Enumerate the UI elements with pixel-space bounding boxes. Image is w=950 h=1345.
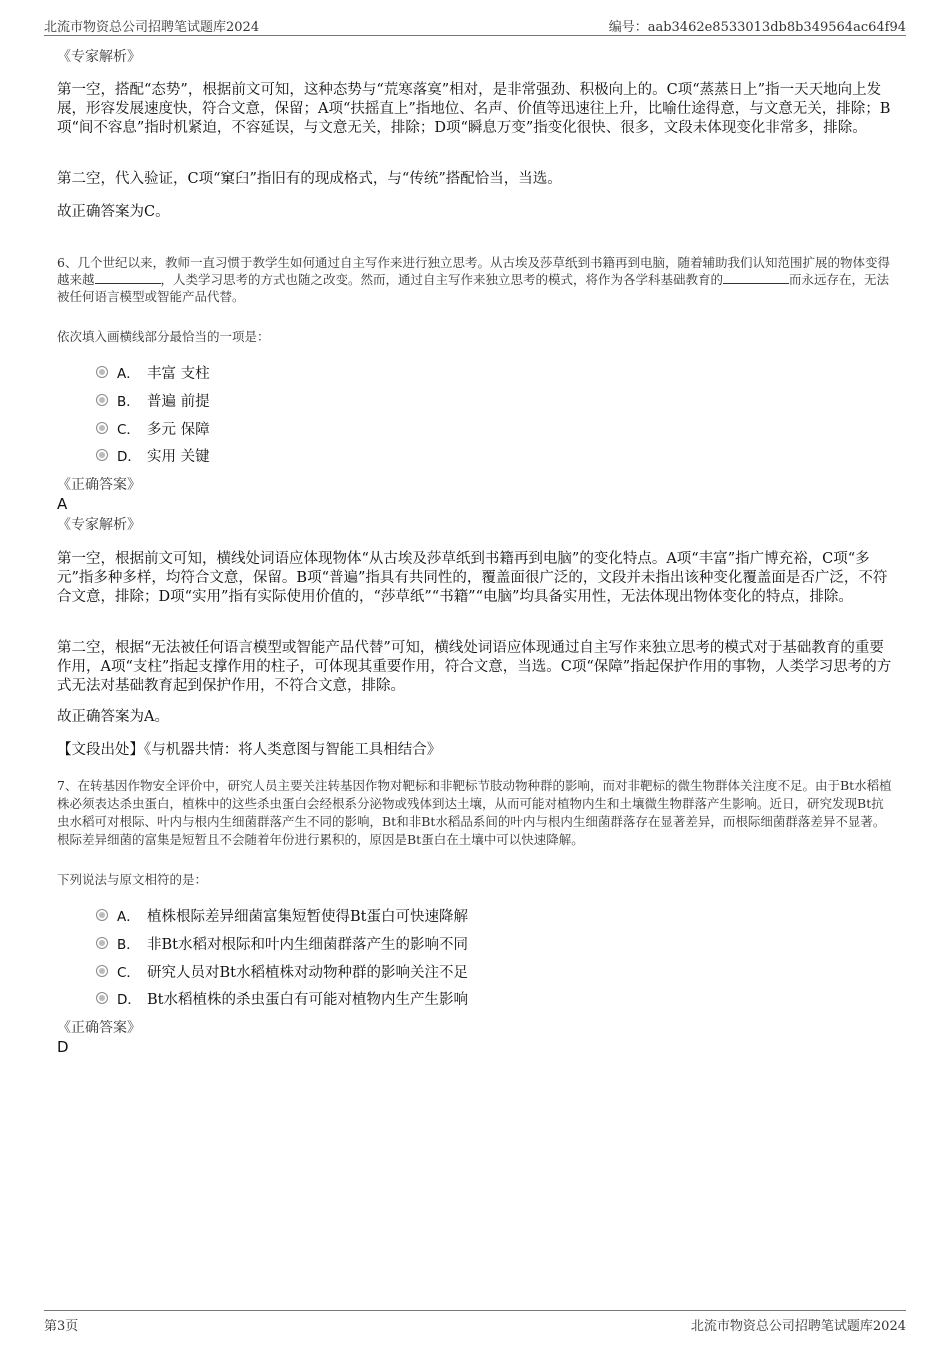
q7-answer: D <box>57 1038 69 1056</box>
q6-prompt: 依次填入画横线部分最恰当的一项是： <box>57 329 270 344</box>
q7-prompt: 下列说法与原文相符的是： <box>57 872 208 887</box>
q7-answer-label: 《正确答案》 <box>57 1020 141 1036</box>
option-text: Bt水稻植株的杀虫蛋白有可能对植物内生产生影响 <box>147 991 468 1008</box>
header-code: 编号：aab3462e8533013db8b349564ac64f94 <box>608 20 906 35</box>
option-key: A． <box>117 909 140 925</box>
radio-icon[interactable] <box>96 909 108 921</box>
q6-analysis-p2: 第二空，根据“无法被任何语言模型或智能产品代替”可知，横线处词语应体现通过自主写作来独立思考的模式对于基础教育的重要作用，A项“支柱”指起支撑作用的柱子，可体现其重要作用，符合文意，当选。C项“保障”指起保护作用的事物，人类学习思考的方式无法对基础教育起到保护作用，不符合文意，排除。 <box>57 640 892 694</box>
option-text: 普遍 前提 <box>147 393 210 410</box>
radio-icon[interactable] <box>96 992 108 1004</box>
q6-option-b[interactable] <box>96 390 210 410</box>
option-key: A． <box>117 366 140 382</box>
q6-source: 【文段出处】《与机器共情：将人类意图与智能工具相结合》 <box>57 742 442 758</box>
q6-stem-part1: 6、几个世纪以来，教师一直习惯于教学生如何通过自主写作来进行独立思考。从古埃及莎草纸到书籍再到电脑，随着辅助我们认知范围扩展的物体变得越来越 <box>57 255 890 287</box>
option-text: 非Bt水稻对根际和叶内生细菌群落产生的影响不同 <box>147 936 468 953</box>
radio-icon[interactable] <box>96 449 108 461</box>
radio-icon[interactable] <box>96 965 108 977</box>
option-key: B． <box>117 394 140 410</box>
q5-expert-label: 《专家解析》 <box>57 49 141 65</box>
option-key: B． <box>117 937 140 953</box>
page-footer <box>44 1310 906 1332</box>
option-key: C． <box>117 422 140 438</box>
option-text: 实用 关键 <box>147 448 210 465</box>
q6-option-d[interactable] <box>96 445 210 465</box>
option-text: 多元 保障 <box>147 421 210 438</box>
q5-analysis-p2: 第二空，代入验证，C项“窠臼”指旧有的现成格式，与“传统”搭配恰当，当选。 <box>57 171 562 187</box>
q7-option-c[interactable] <box>96 961 468 981</box>
q7-stem: 7、在转基因作物安全评价中，研究人员主要关注转基因作物对靶标和非靶标节肢动物种群的影响，而对非靶标的微生物群体关注度不足。由于Bt水稻植株必须表达杀虫蛋白，植株中的这些杀虫蛋白会经根系分泌物或残体到达土壤，从而可能对植物内生和土壤微生物群落产生影响。近日，研究发现Bt抗虫水稻可对根际、叶内与根内生细菌群落产生不同的影响，Bt和非Bt水稻品系间的叶内与根内生细菌群落存在显著差异，而根际细菌群落差异不显著。根际差异细菌的富集是短暂且不会随着年份进行累积的，原因是Bt蛋白在土壤中可以快速降解。 <box>57 778 892 847</box>
q7-option-a[interactable] <box>96 905 468 925</box>
option-key: D． <box>117 449 141 465</box>
q6-answer: A <box>57 495 68 513</box>
q6-stem-part3: 而永远存在，无法被任何语言模型或智能产品代替。 <box>57 272 890 304</box>
page-number: 第3页 <box>44 1319 79 1334</box>
page-header <box>44 14 906 36</box>
q5-conclusion: 故正确答案为C。 <box>57 204 170 220</box>
q6-conclusion: 故正确答案为A。 <box>57 709 169 725</box>
option-key: C． <box>117 965 140 981</box>
footer-title: 北流市物资总公司招聘笔试题库2024 <box>690 1319 906 1334</box>
radio-icon[interactable] <box>96 422 108 434</box>
q6-expert-label: 《专家解析》 <box>57 517 141 533</box>
radio-icon[interactable] <box>96 394 108 406</box>
radio-icon[interactable] <box>96 937 108 949</box>
q6-stem-part2: ，人类学习思考的方式也随之改变。然而，通过自主写作来独立思考的模式，将作为各学科基础教育的 <box>160 272 724 287</box>
radio-icon[interactable] <box>96 366 108 378</box>
q6-option-a[interactable] <box>96 362 210 382</box>
option-text: 植株根际差异细菌富集短暂使得Bt蛋白可快速降解 <box>147 908 468 925</box>
q7-option-d[interactable] <box>96 988 468 1008</box>
option-key: D． <box>117 992 141 1008</box>
q6-option-c[interactable] <box>96 418 210 438</box>
q6-answer-label: 《正确答案》 <box>57 477 141 493</box>
q6-blank-1 <box>95 272 161 284</box>
option-text: 丰富 支柱 <box>147 365 210 382</box>
q6-stem <box>57 254 893 305</box>
q7-option-b[interactable] <box>96 933 468 953</box>
header-title: 北流市物资总公司招聘笔试题库2024 <box>44 20 260 35</box>
q6-blank-2 <box>723 272 789 284</box>
option-text: 研究人员对Bt水稻植株对动物种群的影响关注不足 <box>147 964 468 981</box>
q5-analysis-p1: 第一空，搭配“态势”，根据前文可知，这种态势与“荒寒落寞”相对，是非常强劲、积极向上的。C项“蒸蒸日上”指一天天地向上发展，形容发展速度快，符合文意，保留；A项“扶摇直上”指地位、名声、价值等迅速往上升，比喻仕途得意，与文意无关，排除；B项“间不容息”指时机紧迫，不容延误，与文意无关，排除；D项“瞬息万变”指变化很快、很多，文段未体现变化非常多，排除。 <box>57 82 891 136</box>
q6-analysis-p1: 第一空，根据前文可知，横线处词语应体现物体“从古埃及莎草纸到书籍再到电脑”的变化特点。A项“丰富”指广博充裕，C项“多元”指多种多样，均符合文意，保留。B项“普遍”指具有共同性的，覆盖面很广泛的，文段并未指出该种变化覆盖面是否广泛，不符合文意，排除；D项“实用”指有实际使用价值的，“莎草纸”“书籍”“电脑”均具备实用性，无法体现出物体变化的特点，排除。 <box>57 551 888 605</box>
